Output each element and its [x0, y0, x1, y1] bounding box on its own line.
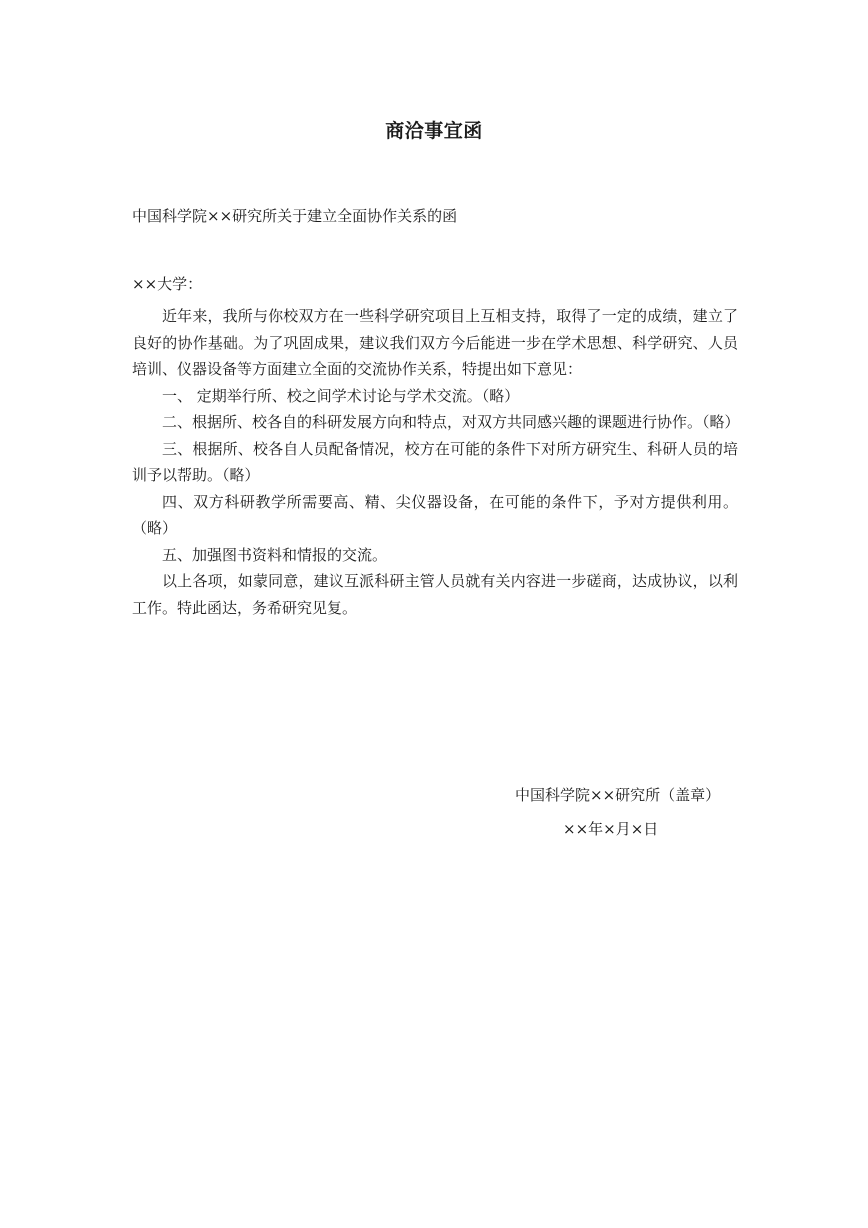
document-subject: 中国科学院××研究所关于建立全面协作关系的函	[132, 207, 458, 225]
date: ××年×月×日	[563, 820, 659, 838]
document-title: 商洽事宜函	[385, 120, 483, 142]
salutation: ××大学：	[132, 275, 203, 293]
list-item: 五、加强图书资料和情报的交流。	[162, 545, 388, 564]
letter-body	[132, 303, 738, 621]
list-item: 一、 定期举行所、校之间学术讨论与学术交流。（略）	[162, 386, 520, 405]
list-item: 三、根据所、校各自人员配备情况，校方在可能的条件下对所方研究生、科研人员的培训予以帮助。（略）	[132, 439, 738, 484]
closing-paragraph: 以上各项，如蒙同意，建议互派科研主管人员就有关内容进一步磋商，达成协议，以利工作。特此函达，务希研究见复。	[132, 572, 738, 617]
intro-paragraph: 近年来，我所与你校双方在一些科学研究项目上互相支持，取得了一定的成绩，建立了良好的协作基础。为了巩固成果，建议我们双方今后能进一步在学术思想、科学研究、人员培训、仪器设备等方面建立全面的交流协作关系，特提出如下意见：	[132, 307, 738, 378]
list-item: 二、根据所、校各自的科研发展方向和特点，对双方共同感兴趣的课题进行协作。（略）	[162, 413, 740, 431]
signature: 中国科学院××研究所（盖章）	[515, 786, 721, 804]
list-item: 四、双方科研教学所需要高、精、尖仪器设备，在可能的条件下，予对方提供利用。（略）	[132, 492, 738, 537]
